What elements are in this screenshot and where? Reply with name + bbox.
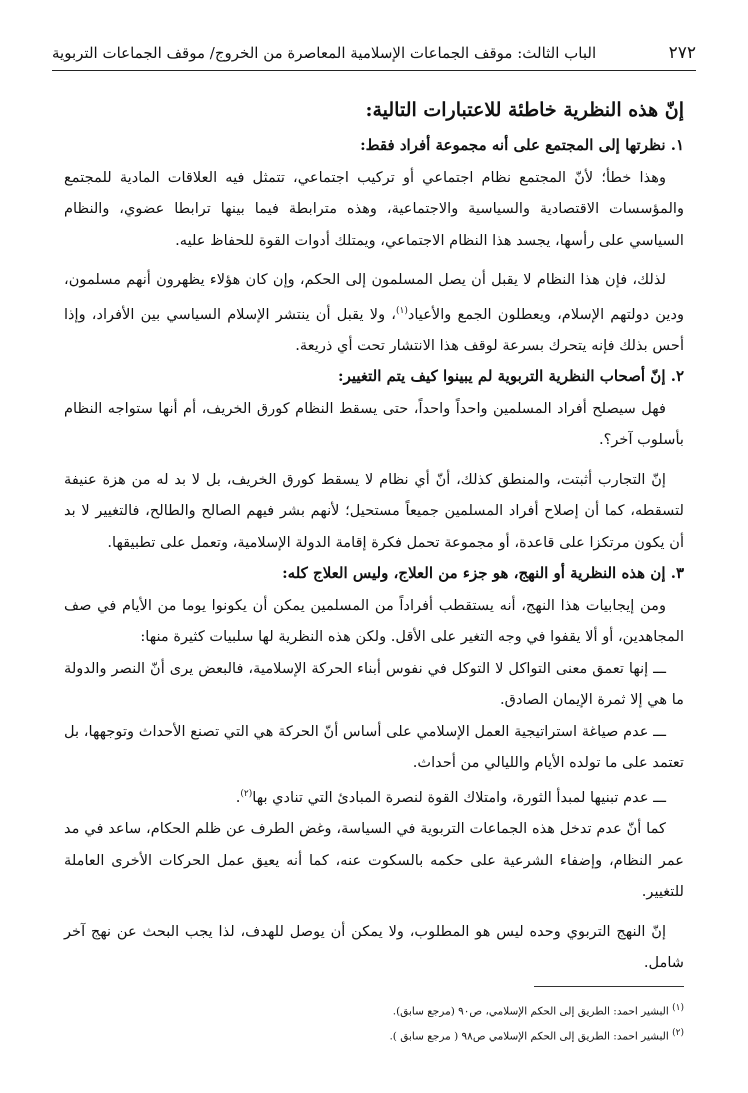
paragraph: فهل سيصلح أفراد المسلمين واحداً واحداً، حتى يسقط النظام كورق الخريف، أم أنها ستواجه النظام بأسلوب آخر؟.	[64, 399, 684, 449]
point-1-heading: ١. نظرتها إلى المجتمع على أنه مجموعة أفراد فقط:	[360, 136, 684, 154]
bullet-end: .	[235, 788, 241, 806]
footnote-ref-2: (٢)	[240, 788, 253, 799]
footnote-2	[64, 1023, 684, 1048]
point-3-heading: ٣. إن هذه النظرية أو النهج، هو جزء من العلاج، وليس العلاج كله:	[282, 564, 684, 583]
paragraph: كما أنّ عدم تدخل هذه الجماعات التربوية في السياسة، وغض الطرف عن ظلم الحكام، ساعد في مد عمر النظام، وإضفاء الشرعية على حكمه بالسكوت عنه، كما أنه يعيق عمل الحركات الأخرى العاملة للتغيير.	[64, 820, 684, 901]
footnote-1	[64, 998, 684, 1023]
bullet-item: ـــ عدم صياغة استراتيجية العمل الإسلامي على أساس أنّ الحركة هي التي تصنع الأحداث وتوجهها، بل تعتمد على ما تولده الأيام والليالي من أحداث.	[64, 722, 684, 772]
page-number: ٢٧٢	[668, 43, 696, 63]
paragraph: وهذا خطأ؛ لأنّ المجتمع نظام اجتماعي أو تركيب اجتماعي، تتمثل فيه العلاقات المادية للمجتمع والمؤسسات الاقتصادية والسياسية والاجتماعية، وهذه مترابطة فيما بينها ترابطا عضوي، والنظام السياسي على رأسها، يجسد هذا النظام الاجتماعي، ويمتلك أدوات القوة للحفاظ عليه.	[64, 168, 684, 249]
bullet-item: ـــ إنها تعمق معنى التواكل لا التوكل في نفوس أبناء الحركة الإسلامية، فالبعض يرى أنّ النصر والدولة ما هي إلا ثمرة الإيمان الصادق.	[64, 659, 684, 709]
point-2-heading: ٢. إنّ أصحاب النظرية التربوية لم يبينوا كيف يتم التغيير:	[338, 367, 684, 386]
bullet-text: ـــ عدم تبنيها لمبدأ الثورة، وامتلاك القوة لنصرة المبادئ التي تنادي بها	[252, 788, 666, 806]
footnote-mark: (٢)	[672, 1027, 684, 1038]
paragraph-text: لذلك، فإن هذا النظام لا يقبل أن يصل المسلمون إلى الحكم، وإن كان هؤلاء يظهرون أنهم مسلمون، ودين دولتهم الإسلام، ويعطلون الجمع والأعياد	[64, 271, 684, 323]
running-header	[52, 34, 696, 64]
header-divider	[52, 70, 696, 71]
footnotes	[64, 998, 684, 1047]
footnote-text: البشير احمد: الطريق إلى الحكم الإسلامي، ص٩٠ (مرجع سابق).	[392, 1005, 669, 1018]
footnote-text: البشير احمد: الطريق إلى الحكم الإسلامي ص٩٨ ( مرجع سابق ).	[389, 1030, 669, 1042]
running-title: الباب الثالث: موقف الجماعات الإسلامية المعاصرة من الخروج/ موقف الجماعات التربوية	[52, 44, 597, 62]
section-title: إنّ هذه النظرية خاطئة للاعتبارات التالية:	[365, 99, 684, 121]
bullet-item	[64, 779, 684, 813]
paragraph-text: ، ولا يقبل أن ينتشر الإسلام السياسي بين الأفراد، وإذا أحس بذلك فإنه يتحرك بسرعة لوقف هذا الانتشار تحت أي ذريعة.	[64, 305, 684, 354]
footnote-mark: (١)	[672, 1003, 684, 1013]
footnote-ref-1: (١)	[395, 305, 408, 316]
paragraph: ومن إيجابيات هذا النهج، أنه يستقطب أفراداً من المسلمين يمكن أن يكونوا يوما من الأيام في صف المجاهدين، أو ألا يقفوا في وجه التغير على الأقل. ولكن هذه النظرية لها سلبيات كثيرة منها:	[64, 596, 684, 646]
footnote-divider	[534, 986, 684, 987]
paragraph	[64, 264, 684, 361]
paragraph: إنّ النهج التربوي وحده ليس هو المطلوب، ولا يمكن أن يوصل للهدف، لذا يجب البحث عن نهج آخر شامل.	[64, 922, 684, 972]
paragraph: إنّ التجارب أثبتت، والمنطق كذلك، أنّ أي نظام لا يسقط كورق الخريف، بل لا بد له من هزة عنيفة لتسقطه، كما أن إصلاح أفراد المسلمين جميعاً مستحيل؛ لأنهم بشر فيهم الصالح والطالح، فالتغيير لا بد أن يكون مرتكزا على قاعدة، أو مجموعة تحمل فكرة إقامة الدولة الإسلامية، وتعمل على تطبيقها.	[64, 470, 684, 551]
page-body	[64, 92, 684, 979]
